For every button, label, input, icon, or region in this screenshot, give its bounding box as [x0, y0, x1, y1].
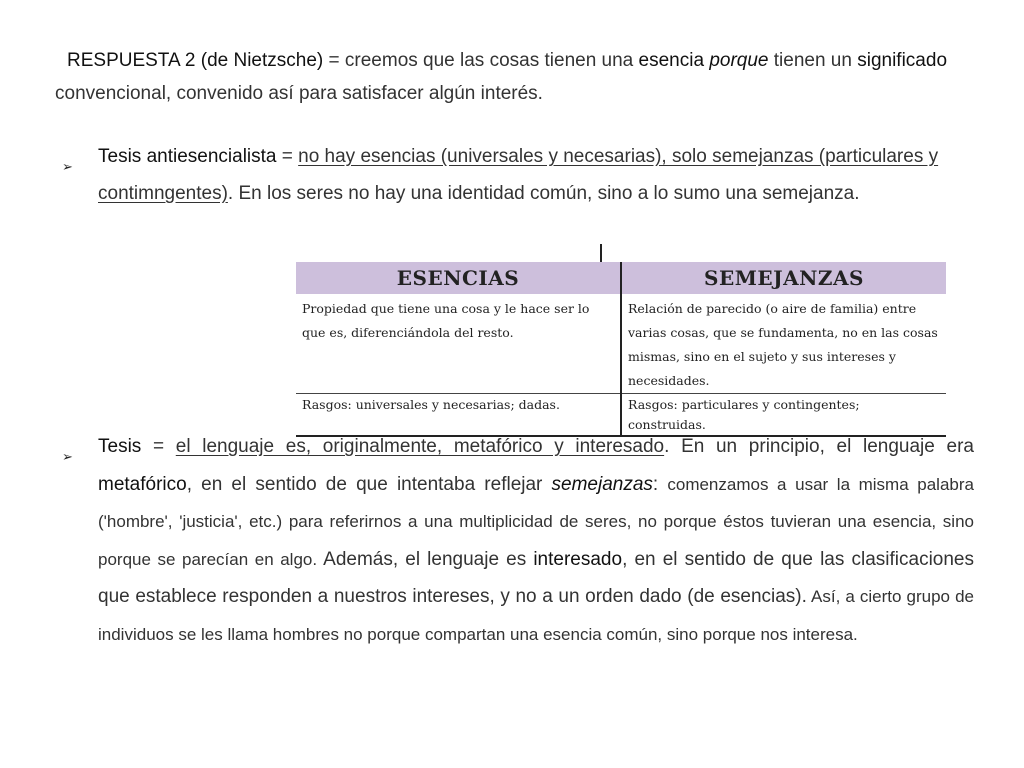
- intro-term-esencia: esencia: [638, 50, 705, 71]
- term-semejanzas: semejanzas: [551, 473, 653, 495]
- bullet-antiesencialista: [62, 138, 974, 212]
- comparison-table-container: [296, 244, 946, 432]
- bullet2-conclusion: Así, a cierto grupo de individuos se les llama hombres no porque compartan una esencia común, sino porque nos interesa.: [98, 587, 974, 644]
- intro-text-3: convencional, convenido así para satisfacer algún interés.: [55, 83, 543, 104]
- bullet2-lead: Tesis: [98, 436, 142, 457]
- intro-text-2: tienen un: [768, 50, 858, 71]
- bullet-lenguaje-text: Tesis = el lenguaje es, originalmente, metafórico y interesado. En un principio, el lenguaje era metafórico, en el sentido de que intentaba reflejar semejanzas: comenzamos a usar la misma palabra ('hombre', 'justicia', etc.) para referirnos a una multiplicidad de seres, no porque éstos tuvieran una esencia, sino porque se parecían en algo. Además, el lenguaje es interesado, en el sentido de que las clasificaciones que establece responden a nuestros intereses, y no a un orden dado (de esencias). Así, a cierto grupo de individuos se les llama hombres no porque compartan una esencia común, sino porque nos interesa.: [98, 436, 974, 644]
- intro-term-porque: porque: [709, 50, 769, 71]
- intro-text-1: = creemos que las cosas tienen una: [323, 50, 639, 71]
- term-interesado: interesado: [533, 548, 623, 570]
- cell-semejanzas-rasgos: Rasgos: particulares y contingentes; construidas.: [621, 394, 946, 437]
- table-divider-line: [600, 244, 602, 262]
- arrow-bullet-icon: ➢: [62, 449, 73, 464]
- comparison-table: [296, 262, 946, 437]
- table-header-row: [296, 262, 946, 294]
- bullet-lead: Tesis antiesencialista: [98, 146, 277, 167]
- header-esencias: ESENCIAS: [296, 262, 621, 294]
- bullet-rest: . En los seres no hay una identidad común, sino a lo sumo una semejanza.: [227, 183, 860, 204]
- bullet2-underlined-thesis: el lenguaje es, originalmente, metafórico y interesado: [175, 436, 665, 457]
- cell-esencias-definition: Propiedad que tiene una cosa y le hace ser lo que es, diferenciándola del resto.: [296, 294, 621, 394]
- cell-semejanzas-definition: Relación de parecido (o aire de familia) entre varias cosas, que se fundamenta, no en las cosas mismas, sino en el sujeto y sus intereses y necesidades.: [628, 301, 938, 388]
- bullet-antiesencialista-text: Tesis antiesencialista = no hay esencias (universales y necesarias), solo semejanzas (particulares y contimngentes). En los seres no hay una identidad común, sino a lo sumo una semejanza.: [98, 146, 939, 204]
- bullet-lenguaje: [62, 428, 974, 653]
- intro-heading: RESPUESTA 2 (de Nietzsche): [67, 50, 324, 71]
- arrow-bullet-icon: ➢: [62, 159, 73, 174]
- bullet2-example: comenzamos a usar la misma palabra ('hombre', 'justicia', etc.) para referirnos a una multiplicidad de seres, no porque éstos tuvieran una esencia, sino porque se parecían en algo.: [98, 474, 974, 569]
- intro-term-significado: significado: [857, 50, 948, 71]
- cell-esencias-rasgos: Rasgos: universales y necesarias; dadas.: [296, 394, 621, 437]
- bullet-underlined-thesis: no hay esencias (universales y necesarias), solo semejanzas (particulares y contimngentes): [98, 146, 939, 204]
- table-row: [296, 294, 946, 394]
- header-semejanzas: SEMEJANZAS: [621, 262, 946, 294]
- term-metaforico: metafórico: [98, 473, 187, 495]
- intro-paragraph: [55, 44, 975, 110]
